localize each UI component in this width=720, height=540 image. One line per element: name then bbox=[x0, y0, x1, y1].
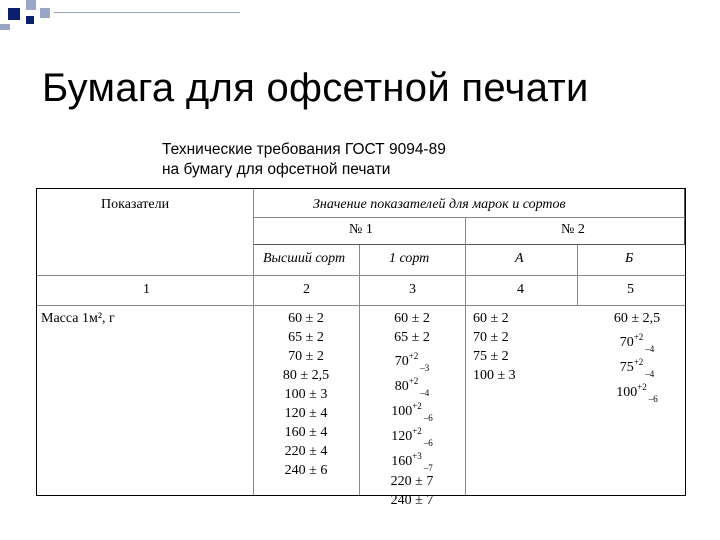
decor-square bbox=[54, 12, 240, 20]
group-1-header: № 1 bbox=[349, 222, 373, 237]
decor-square bbox=[0, 24, 10, 30]
value-cell bbox=[589, 309, 685, 328]
decor-square bbox=[8, 8, 20, 20]
subheader-first-grade: 1 сорт bbox=[389, 251, 430, 266]
tolerance-plus: +2 bbox=[637, 382, 647, 392]
tolerance-minus: –6 bbox=[423, 413, 433, 423]
column-number: 2 bbox=[303, 282, 310, 297]
value-cell bbox=[359, 372, 465, 397]
subheader-grade-b: Б bbox=[625, 251, 634, 266]
value-base: 100 bbox=[391, 404, 413, 419]
tolerance-minus: –4 bbox=[645, 344, 655, 354]
value-base: 75 bbox=[619, 360, 634, 375]
tolerance-minus: –7 bbox=[423, 463, 433, 473]
tolerance-minus: –6 bbox=[648, 394, 658, 404]
value-base: 120 bbox=[391, 429, 413, 444]
value-cell bbox=[359, 447, 465, 472]
divider bbox=[577, 245, 578, 305]
column-number: 5 bbox=[627, 282, 634, 297]
value-cell bbox=[589, 353, 685, 378]
subtitle-line-1: Технические требования ГОСТ 9094-89 bbox=[162, 141, 446, 158]
value-base: 70 bbox=[394, 354, 409, 369]
tolerance-minus: –6 bbox=[423, 438, 433, 448]
tolerance-plus: +2 bbox=[408, 351, 419, 361]
value-cell: 60 ± 2 bbox=[288, 311, 324, 326]
subtitle-line-2: на бумагу для офсетной печати bbox=[162, 161, 391, 178]
subheader-top-grade: Высший сорт bbox=[263, 251, 346, 266]
subtitle bbox=[162, 140, 446, 180]
value-cell bbox=[359, 422, 465, 447]
value-cell: 100 ± 3 bbox=[284, 387, 328, 402]
value-cell bbox=[359, 328, 465, 347]
requirements-table bbox=[36, 188, 686, 508]
tolerance-plus: +3 bbox=[412, 451, 422, 461]
value-base: 160 bbox=[391, 454, 413, 469]
value-cell: 60 ± 2 bbox=[473, 311, 509, 326]
decor-square bbox=[26, 0, 36, 10]
value-cell bbox=[359, 491, 465, 510]
subheader-grade-a: А bbox=[515, 251, 524, 266]
value-cell: 160 ± 4 bbox=[284, 425, 328, 440]
column-number: 4 bbox=[517, 282, 524, 297]
column-first-grade bbox=[359, 309, 465, 510]
tolerance-plus: +2 bbox=[412, 426, 422, 436]
decorative-squares bbox=[0, 0, 240, 30]
column-number: 3 bbox=[409, 282, 416, 297]
column-grade-b bbox=[589, 309, 685, 403]
header-indicators: Показатели bbox=[101, 197, 170, 212]
value-base: 65 ± 2 bbox=[394, 330, 430, 345]
column-grade-a bbox=[473, 309, 573, 385]
value-cell bbox=[359, 309, 465, 328]
divider bbox=[37, 275, 685, 276]
tolerance-plus: +2 bbox=[412, 401, 422, 411]
value-cell: 65 ± 2 bbox=[288, 330, 324, 345]
value-base: 70 bbox=[619, 335, 634, 350]
value-cell: 100 ± 3 bbox=[473, 368, 516, 383]
value-cell bbox=[359, 472, 465, 491]
row-label: Масса 1м², г bbox=[41, 311, 115, 326]
page-title: Бумага для офсетной печати bbox=[42, 66, 589, 110]
divider bbox=[465, 217, 466, 495]
value-cell: 75 ± 2 bbox=[473, 349, 509, 364]
value-base: 240 ± 7 bbox=[390, 493, 434, 508]
value-cell bbox=[359, 397, 465, 422]
divider bbox=[37, 305, 685, 306]
value-cell bbox=[359, 347, 465, 372]
tolerance-plus: +2 bbox=[408, 376, 419, 386]
value-cell: 220 ± 4 bbox=[284, 444, 328, 459]
group-2-header: № 2 bbox=[561, 222, 585, 237]
tolerance-minus: –4 bbox=[420, 388, 430, 398]
tolerance-plus: +2 bbox=[633, 357, 644, 367]
tolerance-minus: –3 bbox=[420, 363, 430, 373]
value-base: 220 ± 7 bbox=[390, 474, 434, 489]
value-base: 60 ± 2 bbox=[394, 311, 430, 326]
value-cell bbox=[589, 378, 685, 403]
value-cell: 240 ± 6 bbox=[284, 463, 328, 478]
tolerance-minus: –4 bbox=[645, 369, 655, 379]
value-base: 100 bbox=[616, 385, 638, 400]
value-cell: 120 ± 4 bbox=[284, 406, 328, 421]
value-cell: 70 ± 2 bbox=[288, 349, 324, 364]
column-top-grade bbox=[253, 309, 359, 480]
decor-square bbox=[26, 16, 34, 24]
column-number: 1 bbox=[143, 282, 150, 297]
value-base: 80 bbox=[394, 379, 409, 394]
tolerance-plus: +2 bbox=[633, 332, 644, 342]
decor-square bbox=[40, 8, 50, 18]
value-cell: 80 ± 2,5 bbox=[282, 368, 330, 383]
value-cell: 70 ± 2 bbox=[473, 330, 509, 345]
value-base: 60 ± 2,5 bbox=[613, 311, 661, 326]
divider bbox=[253, 217, 685, 218]
value-cell bbox=[589, 328, 685, 353]
header-values: Значение показателей для марок и сортов bbox=[313, 197, 566, 212]
